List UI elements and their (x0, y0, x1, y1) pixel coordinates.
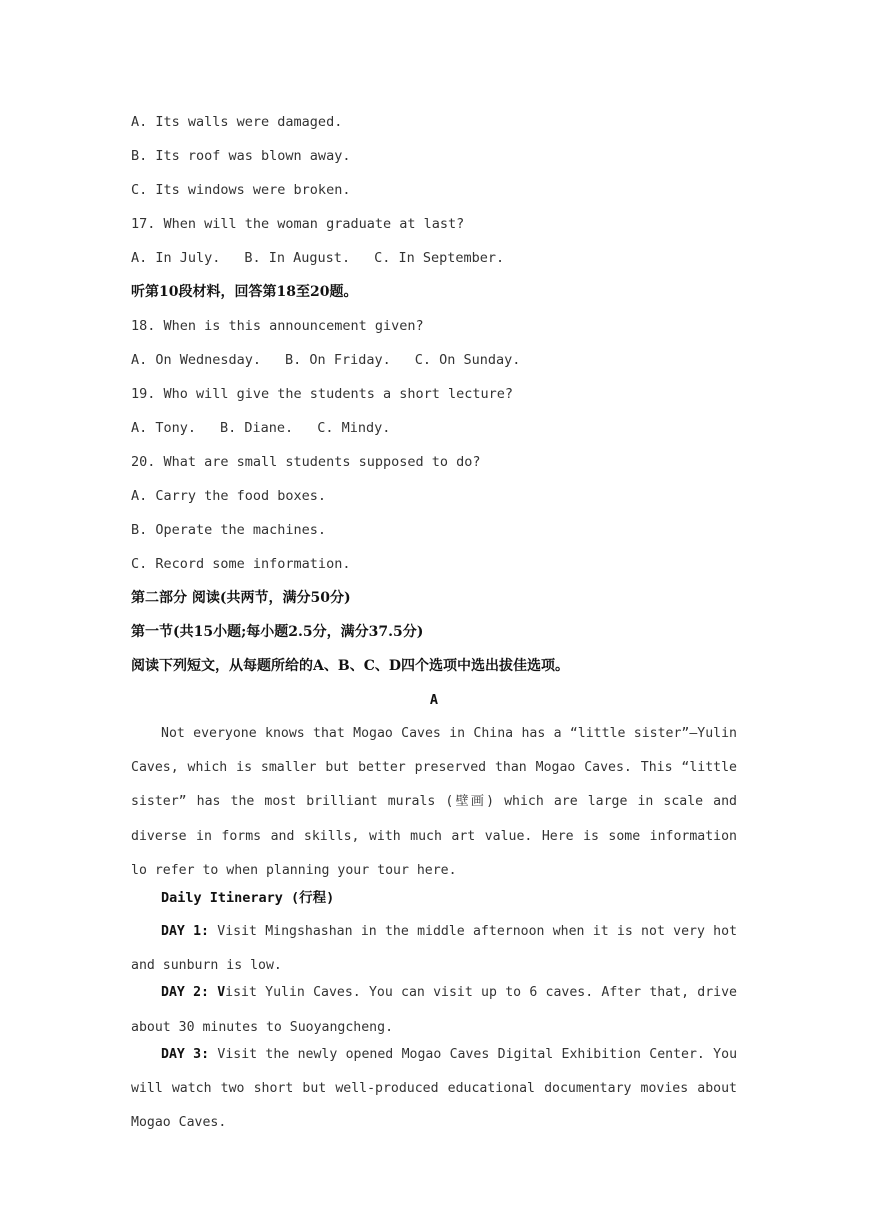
q19-options (131, 418, 737, 452)
q19-question: 19. Who will give the students a short lecture? (131, 386, 514, 402)
section10-instruction: 听第10段材料，回答第18至20题。 (131, 284, 358, 300)
day-2-paragraph (131, 976, 737, 1044)
q19-option-b: B. Diane. (220, 420, 294, 436)
day-3-paragraph (131, 1038, 737, 1141)
q18-option-c: C. On Sunday. (414, 352, 521, 368)
q18-question: 18. When is this announcement given? (131, 318, 424, 334)
day-2-text: isit Yulin Caves. You can visit up to 6 caves. After that, drive about 30 minutes to Suoyangcheng. (131, 985, 737, 1035)
day-2-label: DAY 2: V (161, 985, 226, 1001)
q16-option-b: B. Its roof was blown away. (131, 148, 351, 164)
q20-option-b: B. Operate the machines. (131, 522, 327, 538)
q17-options (131, 248, 737, 282)
day-1-label: DAY 1: (161, 924, 209, 940)
q16-option-c: C. Its windows were broken. (131, 182, 351, 198)
part2-title: 第二部分 阅读(共两节，满分50分) (131, 590, 351, 606)
day-1-paragraph (131, 915, 737, 983)
day-1-text: Visit Mingshashan in the middle afternoon when it is not very hot and sunburn is low. (131, 924, 738, 974)
reading-instruction: 阅读下列短文，从每题所给的A、B、C、D四个选项中选出拔佳选项。 (131, 658, 569, 674)
q18-option-b: B. On Friday. (285, 352, 391, 368)
itinerary-heading: Daily Itinerary (行程) (161, 890, 335, 907)
document-page (131, 112, 737, 1140)
section1-title: 第一节(共15小题;每小题2.5分，满分37.5分) (131, 624, 424, 640)
passage-label: A (429, 692, 439, 708)
q18-options (131, 350, 737, 384)
q20-question: 20. What are small students supposed to do? (131, 454, 481, 470)
day-3-label: DAY 3: (161, 1046, 210, 1062)
q16-option-a: A. Its walls were damaged. (131, 114, 343, 130)
q20-option-a: A. Carry the food boxes. (131, 488, 327, 504)
q20-option-c: C. Record some information. (131, 556, 351, 572)
q19-option-a: A. Tony. (131, 420, 197, 436)
q17-option-b: B. In August. (244, 250, 351, 266)
q17-option-c: C. In September. (374, 250, 505, 266)
intro-paragraph: Not everyone knows that Mogao Caves in China has a “little sister”—Yulin Caves, which is smaller but better preserved than Mogao Caves. This “little sister” has the most brilliant murals (壁画) which are large in scale and diverse in forms and skills, with much art value. Here is some information lo refer to when planning your tour here. (131, 726, 737, 878)
day-3-text: Visit the newly opened Mogao Caves Digital Exhibition Center. You will watch two short but well-produced educational documentary movies about Mogao Caves. (131, 1046, 738, 1131)
q17-option-a: A. In July. (131, 250, 221, 266)
q19-option-c: C. Mindy. (317, 420, 391, 436)
q17-question: 17. When will the woman graduate at last? (131, 216, 465, 232)
q18-option-a: A. On Wednesday. (131, 352, 262, 368)
